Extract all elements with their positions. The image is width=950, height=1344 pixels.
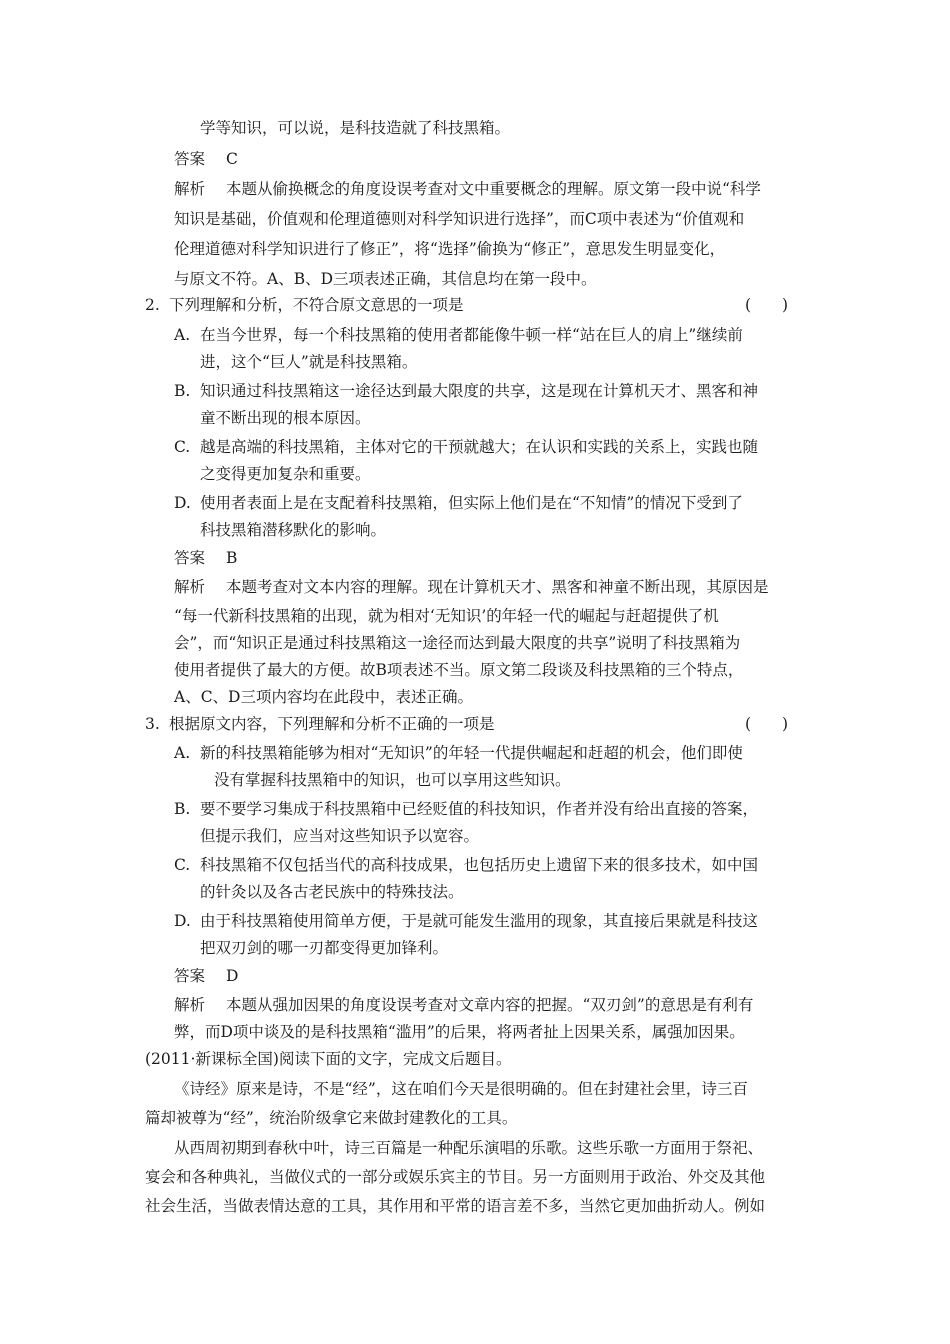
answer-label: 答案	[174, 549, 206, 567]
analysis-line	[174, 577, 769, 597]
analysis-text: 本题从偷换概念的角度设误考查对文中重要概念的理解。原文第一段中说“科学	[226, 180, 761, 198]
prev-option-continuation: 学等知识，可以说，是科技造就了科技黑箱。	[200, 119, 511, 137]
answer-label: 答案	[174, 967, 206, 985]
analysis-text: 与原文不符。A、B、D三项表述正确，其信息均在第一段中。	[174, 270, 597, 288]
option-text: 要不要学习集成于科技黑箱中已经贬值的科技知识，作者并没有给出直接的答案，	[200, 800, 759, 818]
analysis-text: A、C、D三项内容均在此段中，表述正确。	[174, 688, 473, 706]
answer-value: B	[226, 549, 238, 567]
passage-line: 篇却被尊为“经”，统治阶级拿它来做封建教化的工具。	[145, 1109, 518, 1127]
analysis-text: 本题从强加因果的角度设误考查对文章内容的把握。“双刃剑”的意思是有利有	[226, 996, 754, 1014]
option-letter: A.	[174, 326, 191, 344]
analysis-line	[174, 995, 753, 1015]
option-letter: C.	[174, 438, 191, 456]
analysis-text: 弊，而D项中谈及的是科技黑箱“滥用”的后果，将两者扯上因果关系，属强加因果。	[174, 1023, 745, 1041]
option-a	[174, 743, 743, 763]
option-text: 越是高端的科技黑箱，主体对它的干预就越大；在认识和实践的关系上，实践也随	[200, 438, 759, 456]
option-text: 把双刃剑的哪一刃都变得更加锋利。	[200, 939, 449, 957]
analysis-line	[174, 179, 761, 199]
analysis-label: 解析	[174, 996, 206, 1014]
question-2-stem	[145, 295, 464, 315]
passage-line: 社会生活，当做表情达意的工具，其作用和平常的语言差不多，当然它更加曲折动人。例如	[145, 1197, 766, 1215]
passage-line: 《诗经》原来是诗，不是“经”，这在咱们今天是很明确的。但在封建社会里，诗三百	[174, 1080, 748, 1098]
option-letter: A.	[174, 744, 191, 762]
option-text: 童不断出现的根本原因。	[200, 409, 371, 427]
option-text: 新的科技黑箱能够为相对“无知识”的年轻一代提供崛起和赶超的机会，他们即使	[200, 744, 743, 762]
passage-line: 从西周初期到春秋中叶，诗三百篇是一种配乐演唱的乐歌。这些乐歌一方面用于祭祀、	[174, 1139, 764, 1157]
option-c	[174, 437, 758, 457]
analysis-label: 解析	[174, 180, 206, 198]
option-text: 由于科技黑箱使用简单方便，于是就可能发生滥用的现象，其直接后果就是科技这	[200, 912, 759, 930]
question-number: 3.	[145, 715, 160, 733]
option-letter: B.	[174, 800, 191, 818]
option-text: 在当今世界，每一个科技黑箱的使用者都能像牛顿一样“站在巨人的肩上”继续前	[200, 326, 743, 344]
analysis-text: “每一代新科技黑箱的出现，就为相对‘无知识’的年轻一代的崛起与赶超提供了机	[174, 607, 719, 625]
option-d	[174, 493, 743, 513]
option-text: 进，这个“巨人”就是科技黑箱。	[200, 353, 418, 371]
option-text: 使用者表面上是在支配着科技黑箱，但实际上他们是在“不知情”的情况下受到了	[200, 494, 743, 512]
option-text: 的针灸以及各古老民族中的特殊技法。	[200, 883, 464, 901]
option-text: 知识通过科技黑箱这一途径达到最大限度的共享，这是现在计算机天才、黑客和神	[200, 382, 759, 400]
answer-label: 答案	[174, 150, 206, 168]
option-text: 科技黑箱潜移默化的影响。	[200, 521, 387, 539]
passage-line: 宴会和各种典礼，当做仪式的一部分或娱乐宾主的节目。另一方面则用于政治、外交及其他	[145, 1168, 766, 1186]
answer-line	[174, 149, 238, 169]
analysis-label: 解析	[174, 578, 206, 596]
answer-value: C	[226, 150, 238, 168]
option-letter: C.	[174, 856, 191, 874]
answer-parentheses: ( )	[745, 715, 789, 733]
option-letter: D.	[174, 912, 191, 930]
option-letter: D.	[174, 494, 191, 512]
passage-intro: (2011·新课标全国)阅读下面的文字，完成文后题目。	[145, 1050, 512, 1068]
option-text: 之变得更加复杂和重要。	[200, 465, 371, 483]
question-3-stem	[145, 714, 495, 734]
analysis-text: 知识是基础，价值观和伦理道德则对科学知识进行选择”，而C项中表述为“价值观和	[174, 210, 745, 228]
question-text: 下列理解和分析，不符合原文意思的一项是	[169, 296, 464, 314]
option-b	[174, 381, 758, 401]
option-c	[174, 855, 758, 875]
analysis-text: 使用者提供了最大的方便。故B项表述不当。原文第二段谈及科技黑箱的三个特点，	[174, 661, 744, 679]
analysis-text: 伦理道德对科学知识进行了修正”，将“选择”偷换为“修正”，意思发生明显变化，	[174, 240, 726, 258]
option-text: 但提示我们，应当对这些知识予以宽容。	[200, 827, 480, 845]
answer-line	[174, 966, 238, 986]
option-d	[174, 911, 758, 931]
analysis-text: 本题考查对文本内容的理解。现在计算机天才、黑客和神童不断出现，其原因是	[226, 578, 769, 596]
option-a	[174, 325, 743, 345]
answer-value: D	[226, 967, 239, 985]
answer-line	[174, 548, 237, 568]
option-letter: B.	[174, 382, 191, 400]
option-text: 科技黑箱不仅包括当代的高科技成果，也包括历史上遗留下来的很多技术，如中国	[200, 856, 759, 874]
question-number: 2.	[145, 296, 160, 314]
analysis-text: 会”，而“知识正是通过科技黑箱这一途径而达到最大限度的共享”说明了科技黑箱为	[174, 634, 741, 652]
option-text: 没有掌握科技黑箱中的知识，也可以享用这些知识。	[214, 771, 571, 789]
option-b	[174, 799, 758, 819]
question-text: 根据原文内容，下列理解和分析不正确的一项是	[169, 715, 495, 733]
answer-parentheses: ( )	[745, 296, 789, 314]
